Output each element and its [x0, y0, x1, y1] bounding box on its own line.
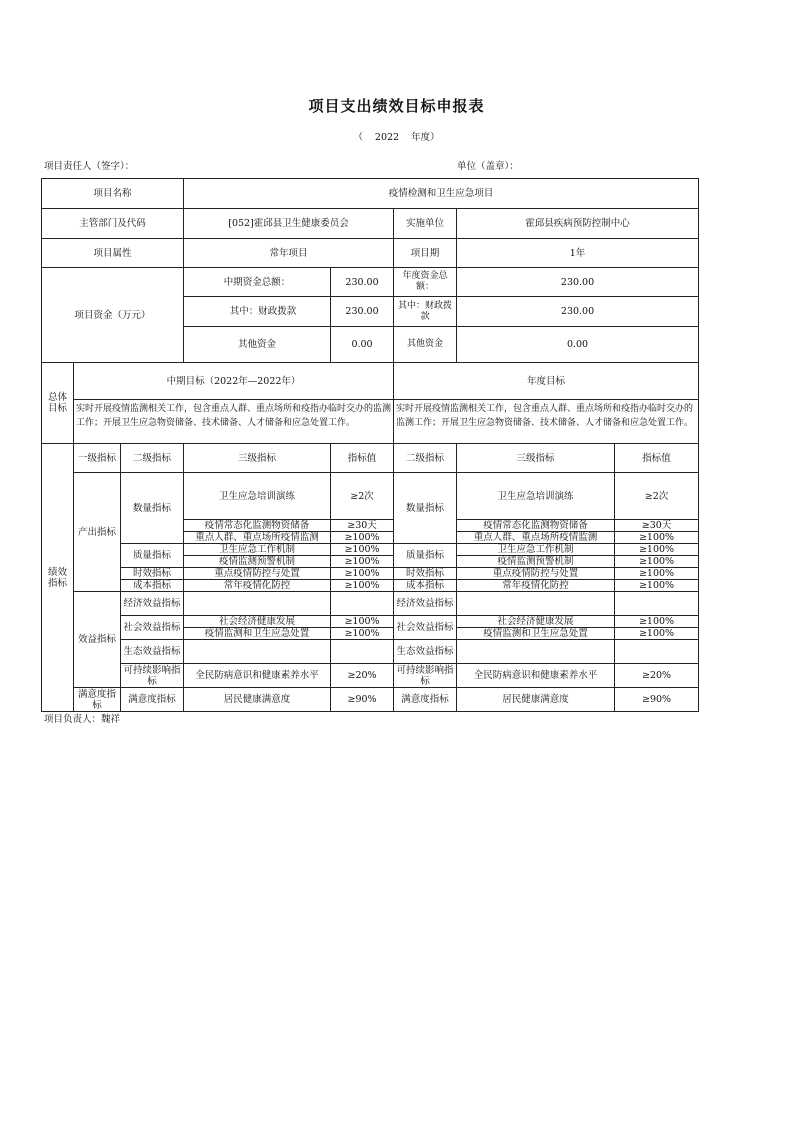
- satisfaction-l2-indicator: 满意度指标: [121, 688, 184, 712]
- cost-indicator: 成本指标: [121, 580, 184, 592]
- economic-value-empty: [331, 592, 394, 616]
- indicator-q3-year: 重点人群、重点场所疫情监测: [457, 532, 615, 544]
- year-total-label: 年度资金总额：: [394, 268, 457, 297]
- unit-seal-label: 单位（盖章）：: [457, 161, 519, 172]
- indicator-sa1-value-year: ≥90%: [615, 688, 699, 712]
- indicator-su1-value-year: ≥20%: [615, 664, 699, 688]
- year-other-value: 0.00: [457, 327, 699, 363]
- col-value-header-year: 指标值: [615, 444, 699, 473]
- performance-indicator-label: 绩效指标: [42, 444, 74, 712]
- indicator-q2-year: 疫情常态化监测物资储备: [457, 520, 615, 532]
- indicator-su1-year: 全民防病意识和健康素养水平: [457, 664, 615, 688]
- indicator-q2: 疫情常态化监测物资储备: [184, 520, 331, 532]
- satisfaction-l2-indicator-year: 满意度指标: [394, 688, 457, 712]
- mid-other-label: 其他资金: [184, 327, 331, 363]
- indicator-qa1-year: 卫生应急工作机制: [457, 544, 615, 556]
- indicator-qa2-value: ≥100%: [331, 556, 394, 568]
- mid-other-value: 0.00: [331, 327, 394, 363]
- year-goal-text: 实时开展疫情监测相关工作，包含重点人群、重点场所和疫指办临时交办的监测工作；开展卫生应急物资储备、技术储备、人才储备和应急处置工作。: [394, 400, 699, 444]
- indicator-q1-value: ≥2次: [331, 473, 394, 520]
- project-leader: 项目负责人：魏祥: [44, 714, 121, 725]
- indicator-qa2-value-year: ≥100%: [615, 556, 699, 568]
- page-title: 项目支出绩效目标申报表: [308, 97, 485, 115]
- quality-indicator-year: 质量指标: [394, 544, 457, 568]
- indicator-qa1-value-year: ≥100%: [615, 544, 699, 556]
- indicator-qa1: 卫生应急工作机制: [184, 544, 331, 556]
- indicator-q3-value: ≥100%: [331, 532, 394, 544]
- mid-fiscal-value: 230.00: [331, 297, 394, 327]
- year-other-label: 其他资金: [394, 327, 457, 363]
- impl-unit-value: 霍邱县疾病预防控制中心: [457, 209, 699, 239]
- project-name-value: 疫情检测和卫生应急项目: [184, 179, 699, 209]
- indicator-c1-value-year: ≥100%: [615, 580, 699, 592]
- mid-total-value: 230.00: [331, 268, 394, 297]
- indicator-s1-year: 社会经济健康发展: [457, 616, 615, 628]
- indicator-q2-value: ≥30天: [331, 520, 394, 532]
- indicator-su1: 全民防病意识和健康素养水平: [184, 664, 331, 688]
- col-value-header: 指标值: [331, 444, 394, 473]
- indicator-s1: 社会经济健康发展: [184, 616, 331, 628]
- indicator-q3-value-year: ≥100%: [615, 532, 699, 544]
- indicator-s2-year: 疫情监测和卫生应急处置: [457, 628, 615, 640]
- ecological-l3-empty-year: [457, 640, 615, 664]
- indicator-t1-value: ≥100%: [331, 568, 394, 580]
- indicator-s1-value-year: ≥100%: [615, 616, 699, 628]
- indicator-q1-year: 卫生应急培训演练: [457, 473, 615, 520]
- col-level3-header-year: 三级指标: [457, 444, 615, 473]
- mid-total-label: 中期资金总额：: [184, 268, 331, 297]
- quality-indicator: 质量指标: [121, 544, 184, 568]
- indicator-s2-value-year: ≥100%: [615, 628, 699, 640]
- ecological-l3-empty: [184, 640, 331, 664]
- economic-l3-empty: [184, 592, 331, 616]
- mid-goal-header: 中期目标（2022年—2022年）: [74, 363, 394, 400]
- indicator-qa2-year: 疫情监测预警机制: [457, 556, 615, 568]
- year-fiscal-value: 230.00: [457, 297, 699, 327]
- dept-label: 主管部门及代码: [42, 209, 184, 239]
- indicator-qa1-value: ≥100%: [331, 544, 394, 556]
- timeliness-indicator-year: 时效指标: [394, 568, 457, 580]
- economic-indicator: 经济效益指标: [121, 592, 184, 616]
- social-indicator-year: 社会效益指标: [394, 616, 457, 640]
- year-goal-header: 年度目标: [394, 363, 699, 400]
- indicator-t1: 重点疫情防控与处置: [184, 568, 331, 580]
- indicator-sa1-year: 居民健康满意度: [457, 688, 615, 712]
- indicator-c1-year: 常年疫情化防控: [457, 580, 615, 592]
- economic-value-empty-year: [615, 592, 699, 616]
- project-period-label: 项目期: [394, 239, 457, 268]
- year-unit: 年度）: [411, 132, 440, 143]
- indicator-s2: 疫情监测和卫生应急处置: [184, 628, 331, 640]
- quantity-indicator-year: 数量指标: [394, 473, 457, 544]
- ecological-value-empty: [331, 640, 394, 664]
- social-indicator: 社会效益指标: [121, 616, 184, 640]
- indicator-q1: 卫生应急培训演练: [184, 473, 331, 520]
- mid-goal-text: 实时开展疫情监测相关工作，包含重点人群、重点场所和疫指办临时交办的监测工作；开展卫生应急物资储备、技术储备、人才储备和应急处置工作。: [74, 400, 394, 444]
- indicator-q1-value-year: ≥2次: [615, 473, 699, 520]
- indicator-su1-value: ≥20%: [331, 664, 394, 688]
- sustainable-indicator: 可持续影响指标: [121, 664, 184, 688]
- dept-value: [052]霍邱县卫生健康委员会: [184, 209, 394, 239]
- col-level3-header: 三级指标: [184, 444, 331, 473]
- col-level1-header: 一级指标: [74, 444, 121, 473]
- col-level2-header-year: 二级指标: [394, 444, 457, 473]
- indicator-t1-value-year: ≥100%: [615, 568, 699, 580]
- indicator-q3: 重点人群、重点场所疫情监测: [184, 532, 331, 544]
- year-value: 2022: [374, 132, 400, 143]
- satisfaction-l1-indicator: 满意度指标: [74, 688, 121, 712]
- quantity-indicator: 数量指标: [121, 473, 184, 544]
- timeliness-indicator: 时效指标: [121, 568, 184, 580]
- year-total-value: 230.00: [457, 268, 699, 297]
- indicator-sa1: 居民健康满意度: [184, 688, 331, 712]
- project-name-label: 项目名称: [42, 179, 184, 209]
- indicator-c1: 常年疫情化防控: [184, 580, 331, 592]
- mid-fiscal-label: 其中：财政拨款: [184, 297, 331, 327]
- indicator-s1-value: ≥100%: [331, 616, 394, 628]
- indicator-t1-year: 重点疫情防控与处置: [457, 568, 615, 580]
- cost-indicator-year: 成本指标: [394, 580, 457, 592]
- project-funds-label: 项目资金（万元）: [42, 268, 184, 363]
- indicator-sa1-value: ≥90%: [331, 688, 394, 712]
- project-period-value: 1年: [457, 239, 699, 268]
- col-level2-header: 二级指标: [121, 444, 184, 473]
- economic-l3-empty-year: [457, 592, 615, 616]
- impl-unit-label: 实施单位: [394, 209, 457, 239]
- indicator-c1-value: ≥100%: [331, 580, 394, 592]
- indicator-qa2: 疫情监测预警机制: [184, 556, 331, 568]
- year-line: [0, 129, 793, 143]
- indicator-s2-value: ≥100%: [331, 628, 394, 640]
- ecological-indicator: 生态效益指标: [121, 640, 184, 664]
- project-attr-label: 项目属性: [42, 239, 184, 268]
- economic-indicator-year: 经济效益指标: [394, 592, 457, 616]
- overall-goal-label: 总体目标: [42, 363, 74, 444]
- output-indicator: 产出指标: [74, 473, 121, 592]
- performance-goal-table: [41, 178, 699, 712]
- benefit-indicator: 效益指标: [74, 592, 121, 688]
- responsible-person-label: 项目责任人（签字）：: [44, 161, 135, 172]
- ecological-indicator-year: 生态效益指标: [394, 640, 457, 664]
- sustainable-indicator-year: 可持续影响指标: [394, 664, 457, 688]
- project-attr-value: 常年项目: [184, 239, 394, 268]
- year-fiscal-label: 其中：财政拨款: [394, 297, 457, 327]
- year-open: （: [353, 132, 363, 143]
- indicator-q2-value-year: ≥30天: [615, 520, 699, 532]
- ecological-value-empty-year: [615, 640, 699, 664]
